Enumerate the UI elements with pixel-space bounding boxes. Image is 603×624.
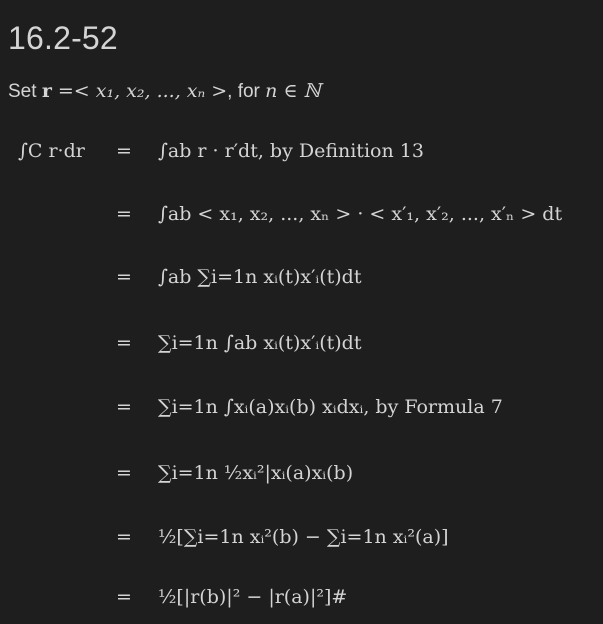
intro-prefix: Set (8, 81, 42, 102)
equals-sign: = (116, 266, 132, 288)
equals-sign: = (116, 526, 132, 548)
equation-rhs: ½[|r(b)|² − |r(a)|²]# (158, 586, 348, 608)
equation-expression: ∫ab r · r′dt (158, 140, 258, 162)
equation-rhs: ½[∑i=1n xᵢ²(b) − ∑i=1n xᵢ²(a)] (158, 526, 449, 548)
page-title: 16.2-52 (8, 20, 118, 56)
equation-rhs: ∫ab < x₁, x₂, ..., xₙ > · < x′₁, x′₂, ..., x′ₙ > dt (158, 203, 563, 225)
equation-rhs: ∑i=1n ½xᵢ²|xᵢ(a)xᵢ(b) (158, 462, 354, 484)
equals-sign: = (116, 396, 132, 418)
equation-note: , by Definition 13 (257, 140, 424, 162)
equals-sign: = (116, 140, 132, 162)
equation-lhs: ∫C r·dr (18, 140, 85, 162)
equation-note: , by Formula 7 (363, 396, 503, 418)
equals-sign: = (116, 462, 132, 484)
equals-sign: = (116, 586, 132, 608)
equals-sign: = (116, 203, 132, 225)
equation-rhs (158, 396, 503, 418)
intro-vector-r: r (41, 80, 52, 102)
equation-rhs: ∫ab ∑i=1n xᵢ(t)x′ᵢ(t)dt (158, 266, 362, 288)
equation-rhs (158, 140, 424, 162)
equation-rhs: ∑i=1n ∫ab xᵢ(t)x′ᵢ(t)dt (158, 332, 362, 354)
intro-middle: , for (227, 81, 266, 102)
equation-expression: ∑i=1n ∫xᵢ(a)xᵢ(b) xᵢdxᵢ (158, 396, 364, 418)
intro-assignment: =< x₁, x₂, ..., xₙ > (51, 80, 228, 102)
intro-condition: n ∈ ℕ (265, 80, 321, 102)
equals-sign: = (116, 332, 132, 354)
intro-sentence (8, 80, 321, 103)
